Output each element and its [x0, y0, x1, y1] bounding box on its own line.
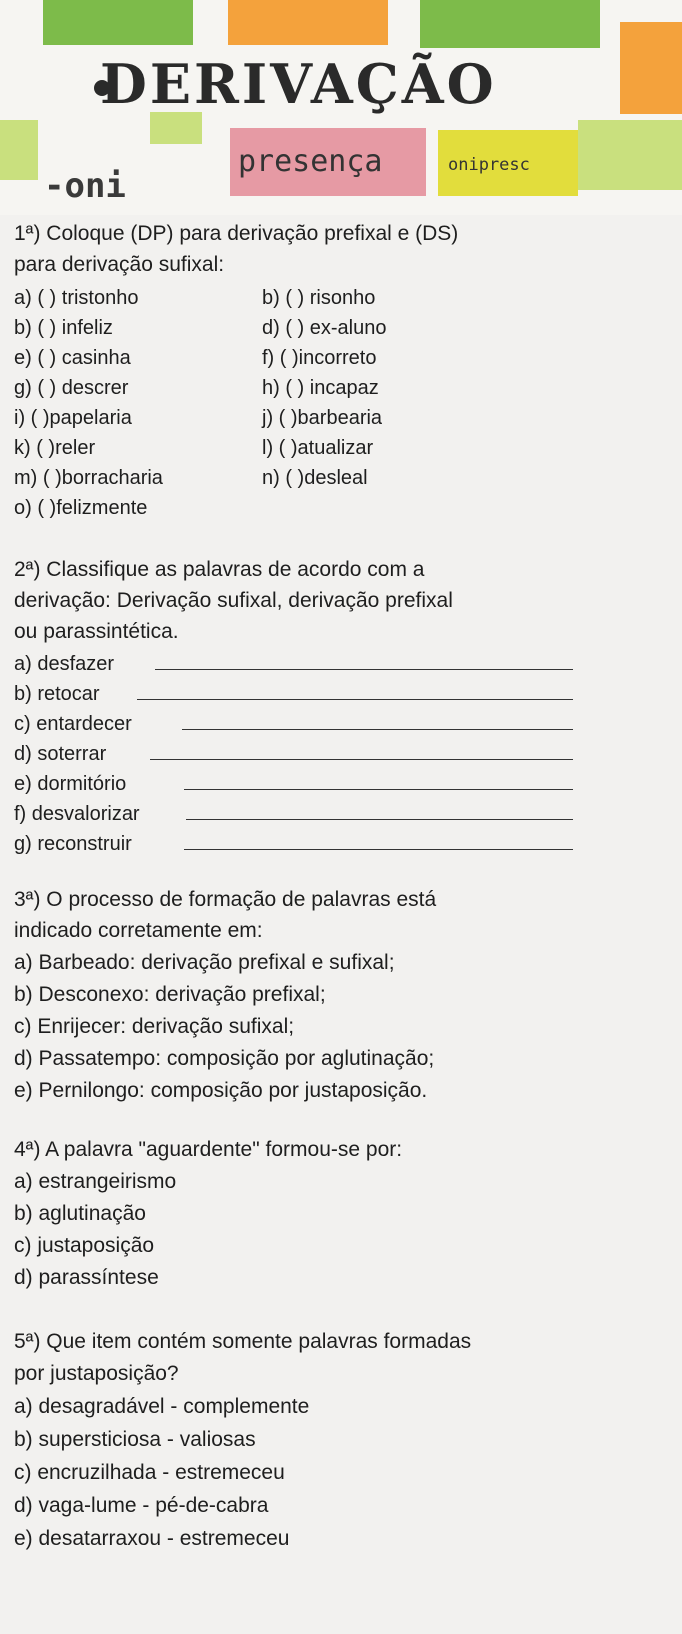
q2-item: g) reconstruir: [14, 833, 132, 855]
q4-option: d) parassíntese: [14, 1266, 159, 1289]
q4-option: b) aglutinação: [14, 1202, 146, 1225]
q1-item: i) ( )papelaria: [14, 407, 132, 429]
q1-item: j) ( )barbearia: [262, 407, 383, 429]
q1-item: b) ( ) risonho: [262, 287, 376, 309]
q2-prompt-line3: ou parassintética.: [14, 620, 179, 643]
green-block-corner: [578, 120, 682, 190]
q1-item: e) ( ) casinha: [14, 347, 131, 369]
q4-option: c) justaposição: [14, 1234, 155, 1257]
answer-line[interactable]: [184, 789, 573, 790]
page-title: DERIVAÇÃO: [100, 52, 497, 116]
q3-option: d) Passatempo: composição por aglutinação;: [14, 1047, 435, 1070]
orange-block-right: [620, 22, 682, 114]
q2-prompt-line1: 2ª) Classifique as palavras de acordo com a: [14, 558, 425, 581]
q4-option: a) estrangeirismo: [14, 1170, 177, 1193]
green-block-top: [43, 0, 193, 45]
q2-item: a) desfazer: [14, 653, 115, 675]
word-presenca: presença: [238, 144, 383, 179]
q2-item: c) entardecer: [14, 713, 132, 735]
answer-line[interactable]: [182, 729, 573, 730]
q1-item: m) ( )borracharia: [14, 467, 163, 489]
q2-item: b) retocar: [14, 683, 100, 705]
header-banner: [0, 0, 682, 215]
q1-prompt-line1: 1ª) Coloque (DP) para derivação prefixal e (DS): [14, 222, 459, 245]
q5-option: e) desatarraxou - estremeceu: [14, 1527, 290, 1550]
q1-item: f) ( )incorreto: [262, 347, 377, 369]
q2-prompt-line2: derivação: Derivação sufixal, derivação prefixal: [14, 589, 453, 612]
green-block-left: [0, 120, 38, 180]
q1-item: n) ( )desleal: [262, 467, 368, 489]
q1-item: d) ( ) ex-aluno: [262, 317, 387, 339]
q1-item: o) ( )felizmente: [14, 497, 148, 519]
answer-line[interactable]: [186, 819, 573, 820]
prefix-word: -oni: [44, 166, 126, 206]
answer-line[interactable]: [184, 849, 573, 850]
q1-item: k) ( )reler: [14, 437, 96, 459]
q3-prompt-line2: indicado corretamente em:: [14, 919, 263, 942]
q5-option: d) vaga-lume - pé-de-cabra: [14, 1494, 269, 1517]
q1-item: l) ( )atualizar: [262, 437, 374, 459]
q5-option: b) supersticiosa - valiosas: [14, 1428, 256, 1451]
q5-option: a) desagradável - complemente: [14, 1395, 310, 1418]
green-block-right: [420, 0, 600, 48]
q2-item: e) dormitório: [14, 773, 127, 795]
q3-option: a) Barbeado: derivação prefixal e sufixal;: [14, 951, 395, 974]
q2-item: f) desvalorizar: [14, 803, 140, 825]
orange-block-top: [228, 0, 388, 45]
q1-item: b) ( ) infeliz: [14, 317, 113, 339]
q3-option: e) Pernilongo: composição por justaposição.: [14, 1079, 428, 1102]
q5-prompt-line2: por justaposição?: [14, 1362, 179, 1385]
q3-option: b) Desconexo: derivação prefixal;: [14, 983, 326, 1006]
q1-item: a) ( ) tristonho: [14, 287, 139, 309]
q1-prompt-line2: para derivação sufixal:: [14, 253, 225, 276]
q4-prompt: 4ª) A palavra "aguardente" formou-se por:: [14, 1138, 403, 1161]
q2-item: d) soterrar: [14, 743, 107, 765]
q5-prompt-line1: 5ª) Que item contém somente palavras formadas: [14, 1330, 472, 1353]
answer-line[interactable]: [137, 699, 573, 700]
word-onipresente: onipresc: [448, 155, 530, 175]
q1-item: g) ( ) descrer: [14, 377, 129, 399]
q3-prompt-line1: 3ª) O processo de formação de palavras está: [14, 888, 437, 911]
q1-item: h) ( ) incapaz: [262, 377, 379, 399]
answer-line[interactable]: [155, 669, 573, 670]
answer-line[interactable]: [150, 759, 573, 760]
q5-option: c) encruzilhada - estremeceu: [14, 1461, 285, 1484]
light-green-block: [150, 112, 202, 144]
q3-option: c) Enrijecer: derivação sufixal;: [14, 1015, 295, 1038]
